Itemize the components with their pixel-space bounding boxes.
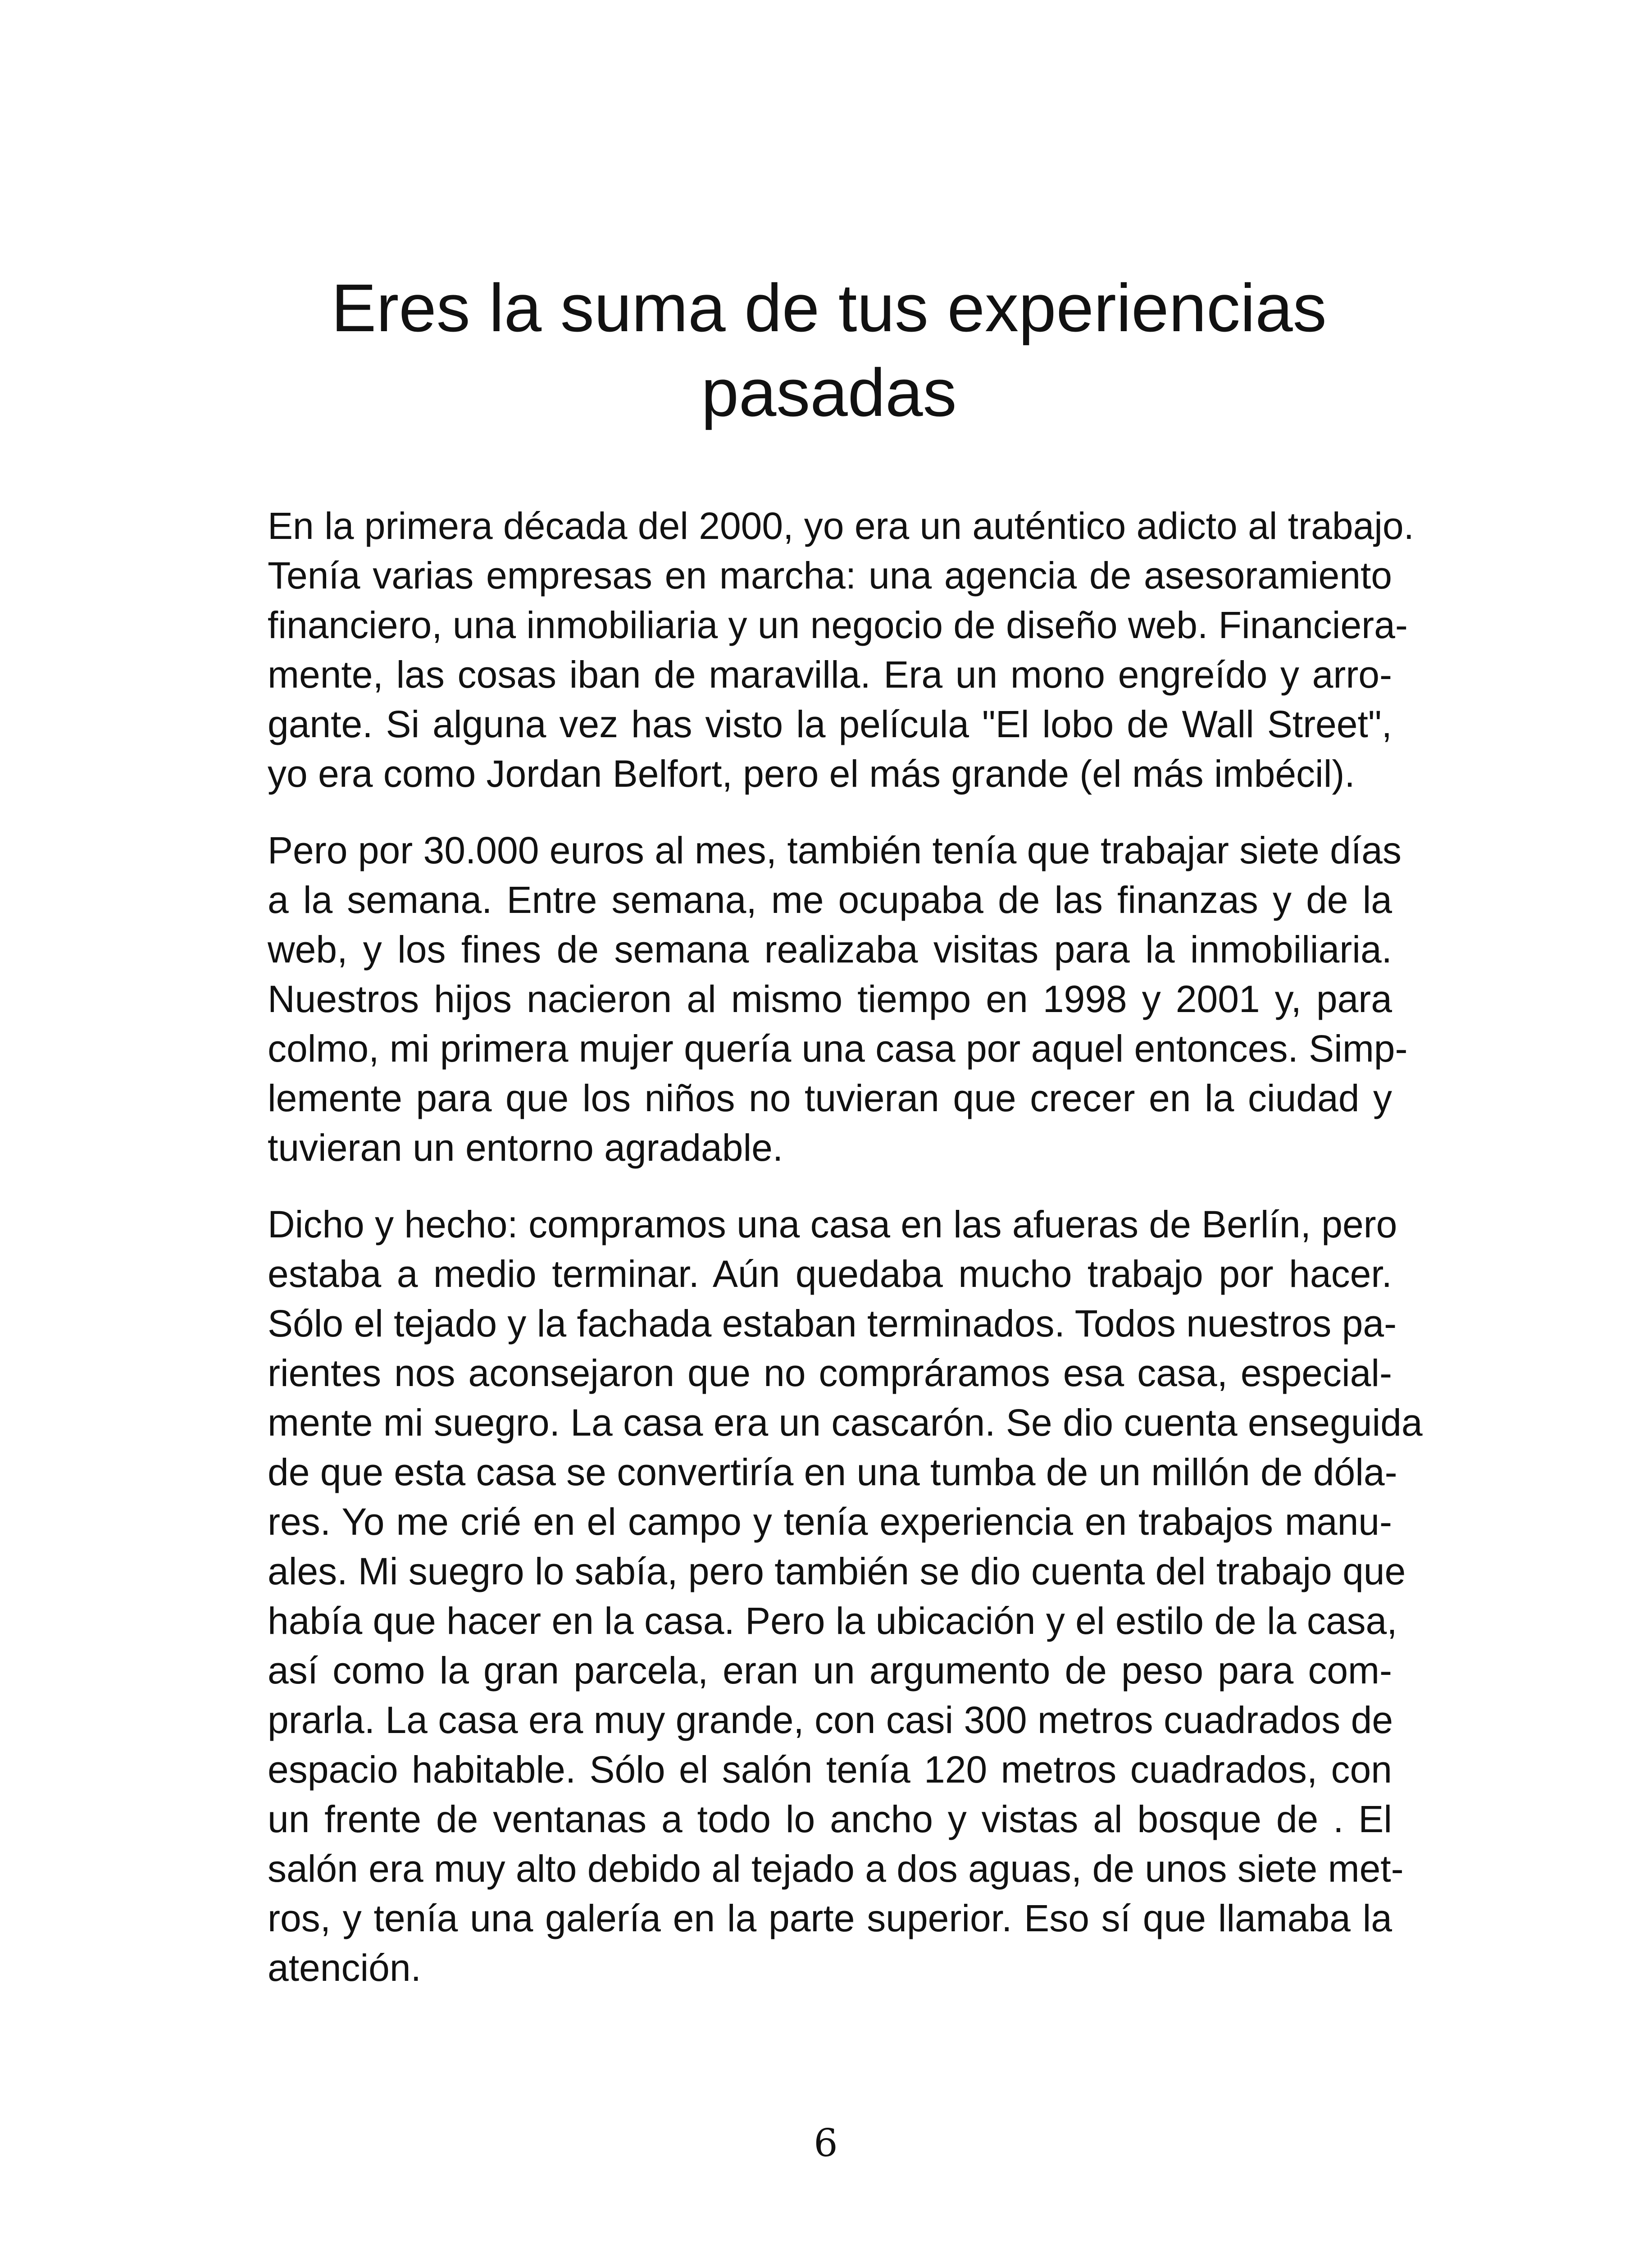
text-line: Nuestros hijos nacieron al mismo tiempo en 1998 y 2001 y, para (268, 978, 1392, 1020)
chapter-title (266, 266, 1392, 435)
text-line: En la primera década del 2000, yo era un auténtico adicto al trabajo. (268, 505, 1414, 547)
text-line: salón era muy alto debido al tejado a dos aguas, de unos siete met- (268, 1847, 1404, 1890)
text-line: ales. Mi suegro lo sabía, pero también se dio cuenta del trabajo que (268, 1550, 1406, 1592)
paragraph-3 (268, 1199, 1423, 1993)
text-line: a la semana. Entre semana, me ocupaba de las finanzas y de la (268, 879, 1392, 921)
text-line: gante. Si alguna vez has visto la película "El lobo de Wall Street", (268, 703, 1392, 745)
text-line: Sólo el tejado y la fachada estaban terminados. Todos nuestros pa- (268, 1302, 1397, 1345)
text-line: colmo, mi primera mujer quería una casa por aquel entonces. Simp- (268, 1027, 1408, 1070)
text-line: lemente para que los niños no tuvieran que crecer en la ciudad y (268, 1077, 1392, 1119)
text-line: rientes nos aconsejaron que no compráramos esa casa, especial- (268, 1352, 1392, 1394)
text-line: Tenía varias empresas en marcha: una agencia de asesoramiento (268, 554, 1392, 597)
text-line: mente mi suegro. La casa era un cascarón. Se dio cuenta enseguida (268, 1401, 1423, 1444)
text-line: de que esta casa se convertiría en una tumba de un millón de dóla- (268, 1451, 1397, 1493)
text-line: Dicho y hecho: compramos una casa en las afueras de Berlín, pero (268, 1203, 1397, 1245)
text-line: atención. (268, 1947, 421, 1989)
chapter-title-line: pasadas (701, 354, 957, 430)
text-line: ros, y tenía una galería en la parte superior. Eso sí que llamaba la (268, 1897, 1392, 1939)
text-line: Pero por 30.000 euros al mes, también tenía que trabajar siete días (268, 829, 1402, 871)
text-line: yo era como Jordan Belfort, pero el más grande (el más imbécil). (268, 753, 1355, 795)
text-line: financiero, una inmobiliaria y un negocio de diseño web. Financiera- (268, 604, 1408, 646)
paragraph-2 (268, 825, 1408, 1172)
chapter-title-line: Eres la suma de tus experiencias (331, 270, 1327, 346)
text-line: un frente de ventanas a todo lo ancho y vistas al bosque de . El (268, 1798, 1392, 1840)
text-line: estaba a medio terminar. Aún quedaba mucho trabajo por hacer. (268, 1253, 1392, 1295)
text-line: había que hacer en la casa. Pero la ubicación y el estilo de la casa, (268, 1600, 1397, 1642)
paragraph-1 (268, 501, 1414, 798)
text-line: espacio habitable. Sólo el salón tenía 120 metros cuadrados, con (268, 1748, 1392, 1791)
body-text (268, 501, 1423, 2020)
text-line: tuvieran un entorno agradable. (268, 1126, 783, 1169)
page-number: 6 (814, 2121, 838, 2165)
text-line: prarla. La casa era muy grande, con casi 300 metros cuadrados de (268, 1699, 1393, 1741)
text-line: res. Yo me crié en el campo y tenía experiencia en trabajos manu- (268, 1500, 1392, 1543)
text-line: mente, las cosas iban de maravilla. Era un mono engreído y arro- (268, 653, 1392, 696)
text-line: así como la gran parcela, eran un argumento de peso para com- (268, 1649, 1392, 1692)
text-line: web, y los fines de semana realizaba visitas para la inmobiliaria. (268, 928, 1392, 971)
